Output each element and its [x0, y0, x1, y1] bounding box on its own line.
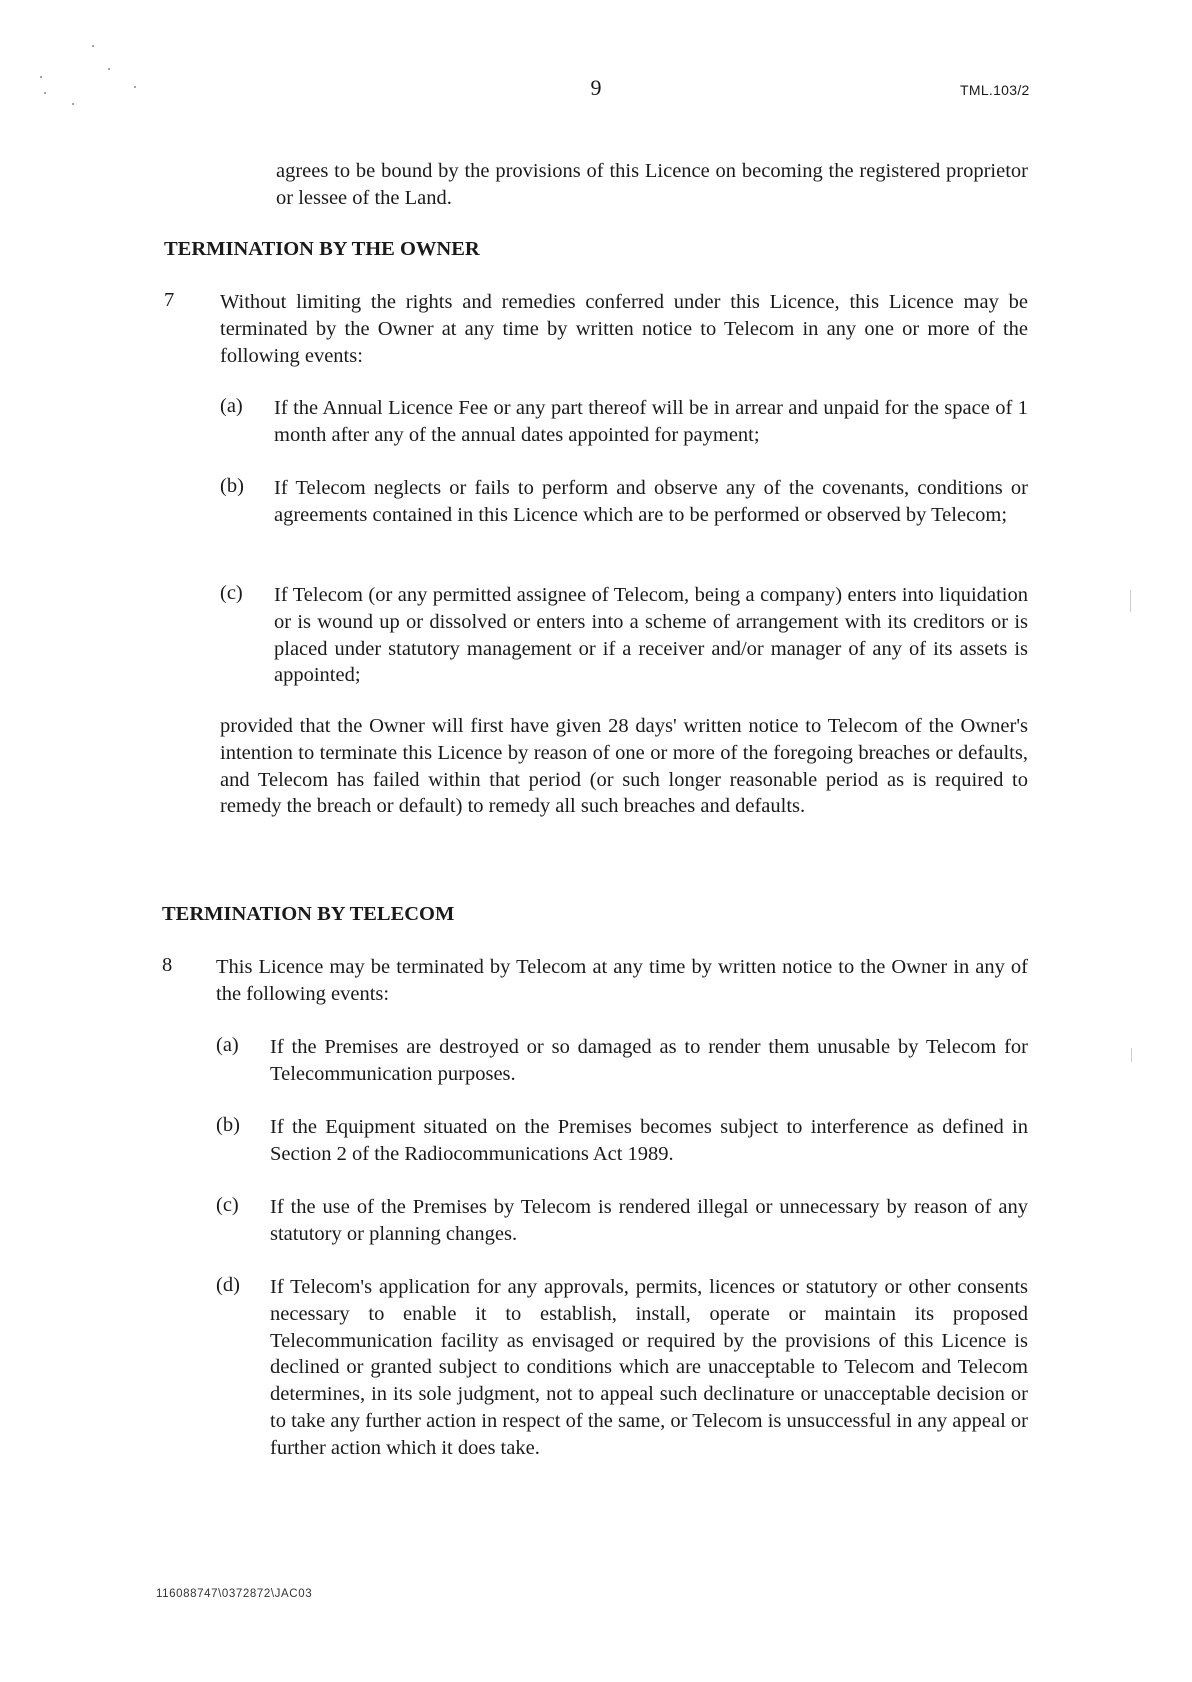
item-label: (a)	[216, 1034, 239, 1056]
item-text: If the use of the Premises by Telecom is rendered illegal or unnecessary by reason of any statutory or planning changes.	[270, 1196, 1028, 1245]
item-label: (c)	[220, 582, 243, 604]
item-label: (b)	[220, 475, 244, 497]
item-label: (c)	[216, 1194, 239, 1216]
clause-text: This Licence may be terminated by Telecom at any time by written notice to the Owner in any of the following events:	[216, 956, 1028, 1005]
intro-continuation: agrees to be bound by the provisions of this Licence on becoming the registered proprietor or lessee of the Land.	[276, 160, 1028, 209]
item-text: If the Annual Licence Fee or any part thereof will be in arrear and unpaid for the space of 1 month after any of the annual dates appointed for payment;	[274, 397, 1028, 446]
clause-number: 7	[164, 289, 175, 311]
item-label: (b)	[216, 1114, 240, 1136]
item-label: (d)	[216, 1274, 240, 1296]
clause-number: 8	[162, 954, 173, 976]
item-text: If Telecom (or any permitted assignee of Telecom, being a company) enters into liquidation or is wound up or dissolved or enters into a scheme of arrangement with its creditors or is placed under statutory management or if a receiver and/or manager of any of its assets is appointed;	[274, 584, 1028, 687]
scan-speck	[92, 45, 94, 47]
footer-document-id: 116088747\0372872\JAC03	[156, 1588, 313, 1600]
item-text: If the Equipment situated on the Premises becomes subject to interference as defined in Section 2 of the Radiocommunications Act 1989.	[270, 1116, 1028, 1165]
item-label: (a)	[220, 395, 243, 417]
proviso-text: provided that the Owner will first have given 28 days' written notice to Telecom of the Owner's intention to terminate this Licence by reason of one or more of the foregoing breaches or defaults, and Telecom has failed within that period (or such longer reasonable period as is required to remedy the breach or default) to remedy all such breaches and defaults.	[220, 715, 1028, 818]
scan-speck	[108, 68, 110, 70]
scan-speck	[72, 103, 74, 105]
item-text: If Telecom's application for any approvals, permits, licences or statutory or other consents necessary to enable it to establish, install, operate or maintain its proposed Telecommunication facility as envisaged or required by the provisions of this Licence is declined or granted subject to conditions which are unacceptable to Telecom and Telecom determines, in its sole judgment, not to appeal such declinature or unacceptable decision or to take any further action in respect of the same, or Telecom is unsuccessful in any appeal or further action which it does take.	[270, 1276, 1028, 1459]
scan-speck	[1130, 590, 1131, 612]
section-heading-owner: TERMINATION BY THE OWNER	[164, 238, 480, 260]
item-text: If the Premises are destroyed or so damaged as to render them unusable by Telecom for Telecommunication purposes.	[270, 1036, 1028, 1085]
item-text: If Telecom neglects or fails to perform and observe any of the covenants, conditions or agreements contained in this Licence which are to be performed or observed by Telecom;	[274, 477, 1028, 526]
section-heading-telecom: TERMINATION BY TELECOM	[162, 903, 455, 925]
document-reference: TML.103/2	[960, 82, 1030, 98]
clause-text: Without limiting the rights and remedies conferred under this Licence, this Licence may be terminated by the Owner at any time by written notice to Telecom in any one or more of the following events:	[220, 291, 1028, 367]
scan-speck	[1131, 1048, 1132, 1062]
page-number: 9	[590, 75, 602, 100]
